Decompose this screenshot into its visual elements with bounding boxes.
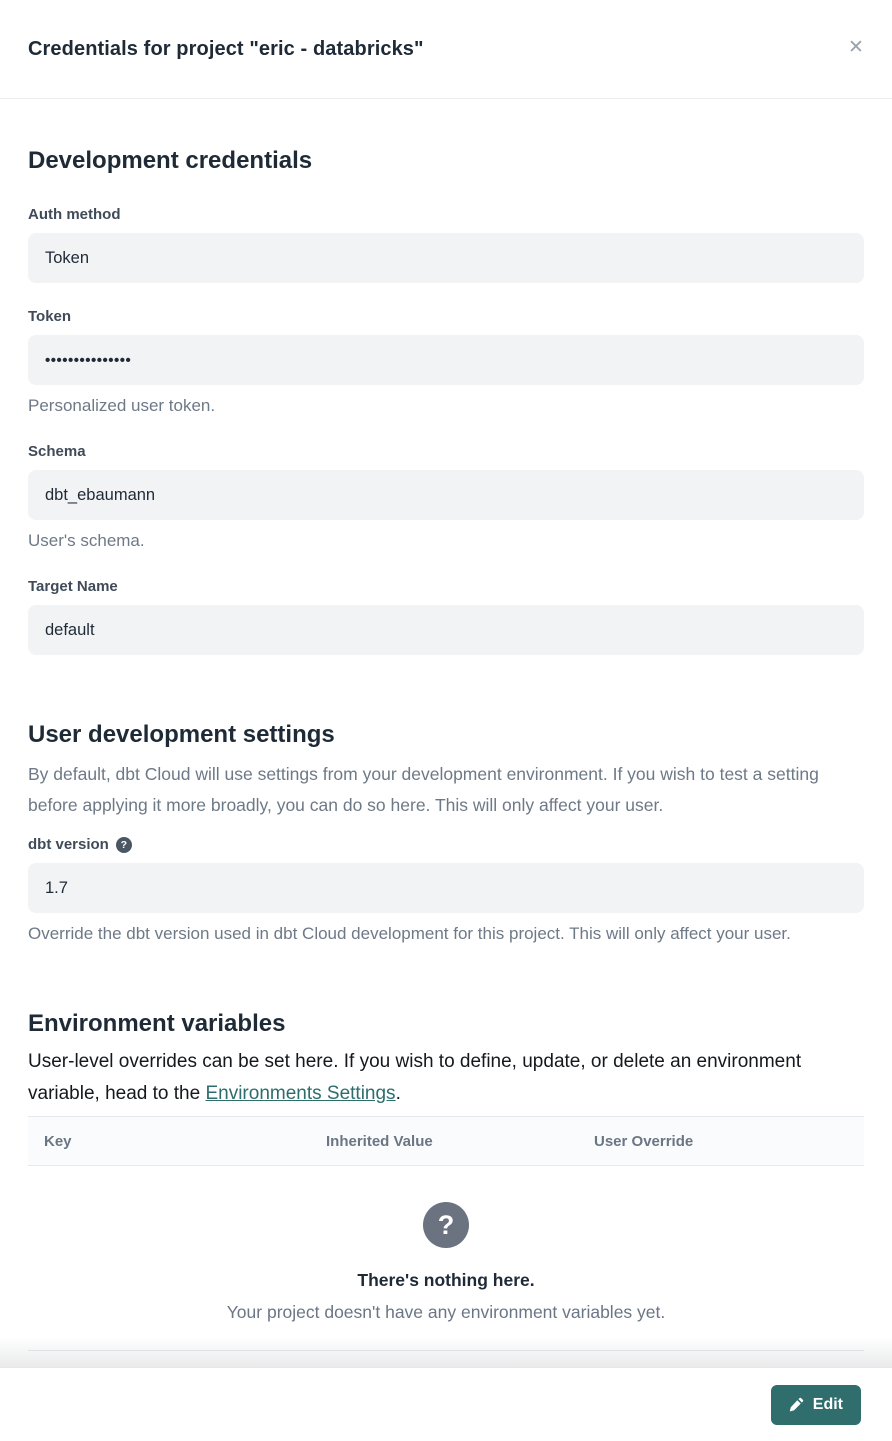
token-label: Token xyxy=(28,308,72,325)
schema-field[interactable] xyxy=(28,470,864,520)
help-icon[interactable]: ? xyxy=(116,837,132,853)
empty-state-subtitle: Your project doesn't have any environment variables yet. xyxy=(226,1302,666,1322)
question-mark-icon: ? xyxy=(423,1202,469,1248)
token-group xyxy=(28,307,864,418)
modal-footer xyxy=(0,1367,892,1441)
env-description-text: User-level overrides can be set here. If you wish to define, update, or delete an environment variable, head to the xyxy=(28,1051,802,1104)
dbt-version-label: dbt version xyxy=(28,836,109,853)
env-description-period: . xyxy=(395,1083,401,1104)
column-header-user-override: User Override xyxy=(594,1132,694,1150)
dbt-version-group xyxy=(28,835,864,946)
modal-body xyxy=(0,145,892,1351)
target-name-group xyxy=(28,577,864,655)
env-variables-heading: Environment variables xyxy=(28,1010,286,1037)
target-name-field[interactable] xyxy=(28,605,864,655)
close-icon[interactable]: ✕ xyxy=(842,34,870,62)
column-header-key: Key xyxy=(44,1132,72,1150)
modal-title: Credentials for project "eric - databricks" xyxy=(28,37,424,60)
user-settings-description: By default, dbt Cloud will use settings from your development environment. If you wish to test a setting before applying it more broadly, you can do so here. This will only affect your user. xyxy=(28,764,819,815)
schema-helper-text: User's schema. xyxy=(28,531,145,550)
edit-button[interactable] xyxy=(771,1385,861,1425)
empty-state-title: There's nothing here. xyxy=(357,1270,535,1290)
auth-method-group xyxy=(28,205,864,283)
dbt-version-helper-text: Override the dbt version used in dbt Cloud development for this project. This will only affect your user. xyxy=(28,924,791,943)
pencil-icon xyxy=(789,1397,804,1412)
dbt-version-label-row xyxy=(28,835,864,855)
token-field[interactable] xyxy=(28,335,864,385)
env-variables-table-header xyxy=(28,1116,864,1166)
content-divider xyxy=(28,1350,864,1351)
env-variables-description xyxy=(28,1046,858,1110)
environments-settings-link[interactable]: Environments Settings xyxy=(205,1083,396,1104)
column-header-inherited-value: Inherited Value xyxy=(326,1132,433,1150)
dev-credentials-heading: Development credentials xyxy=(28,147,313,174)
edit-button-label: Edit xyxy=(812,1395,843,1413)
auth-method-field[interactable] xyxy=(28,233,864,283)
env-variables-empty-state xyxy=(28,1166,864,1323)
user-settings-heading: User development settings xyxy=(28,721,335,748)
token-helper-text: Personalized user token. xyxy=(28,396,216,415)
schema-label: Schema xyxy=(28,443,86,460)
auth-method-label: Auth method xyxy=(28,206,121,223)
dbt-version-field[interactable] xyxy=(28,863,864,913)
target-name-label: Target Name xyxy=(28,578,118,595)
modal-header xyxy=(0,0,892,99)
schema-group xyxy=(28,442,864,553)
